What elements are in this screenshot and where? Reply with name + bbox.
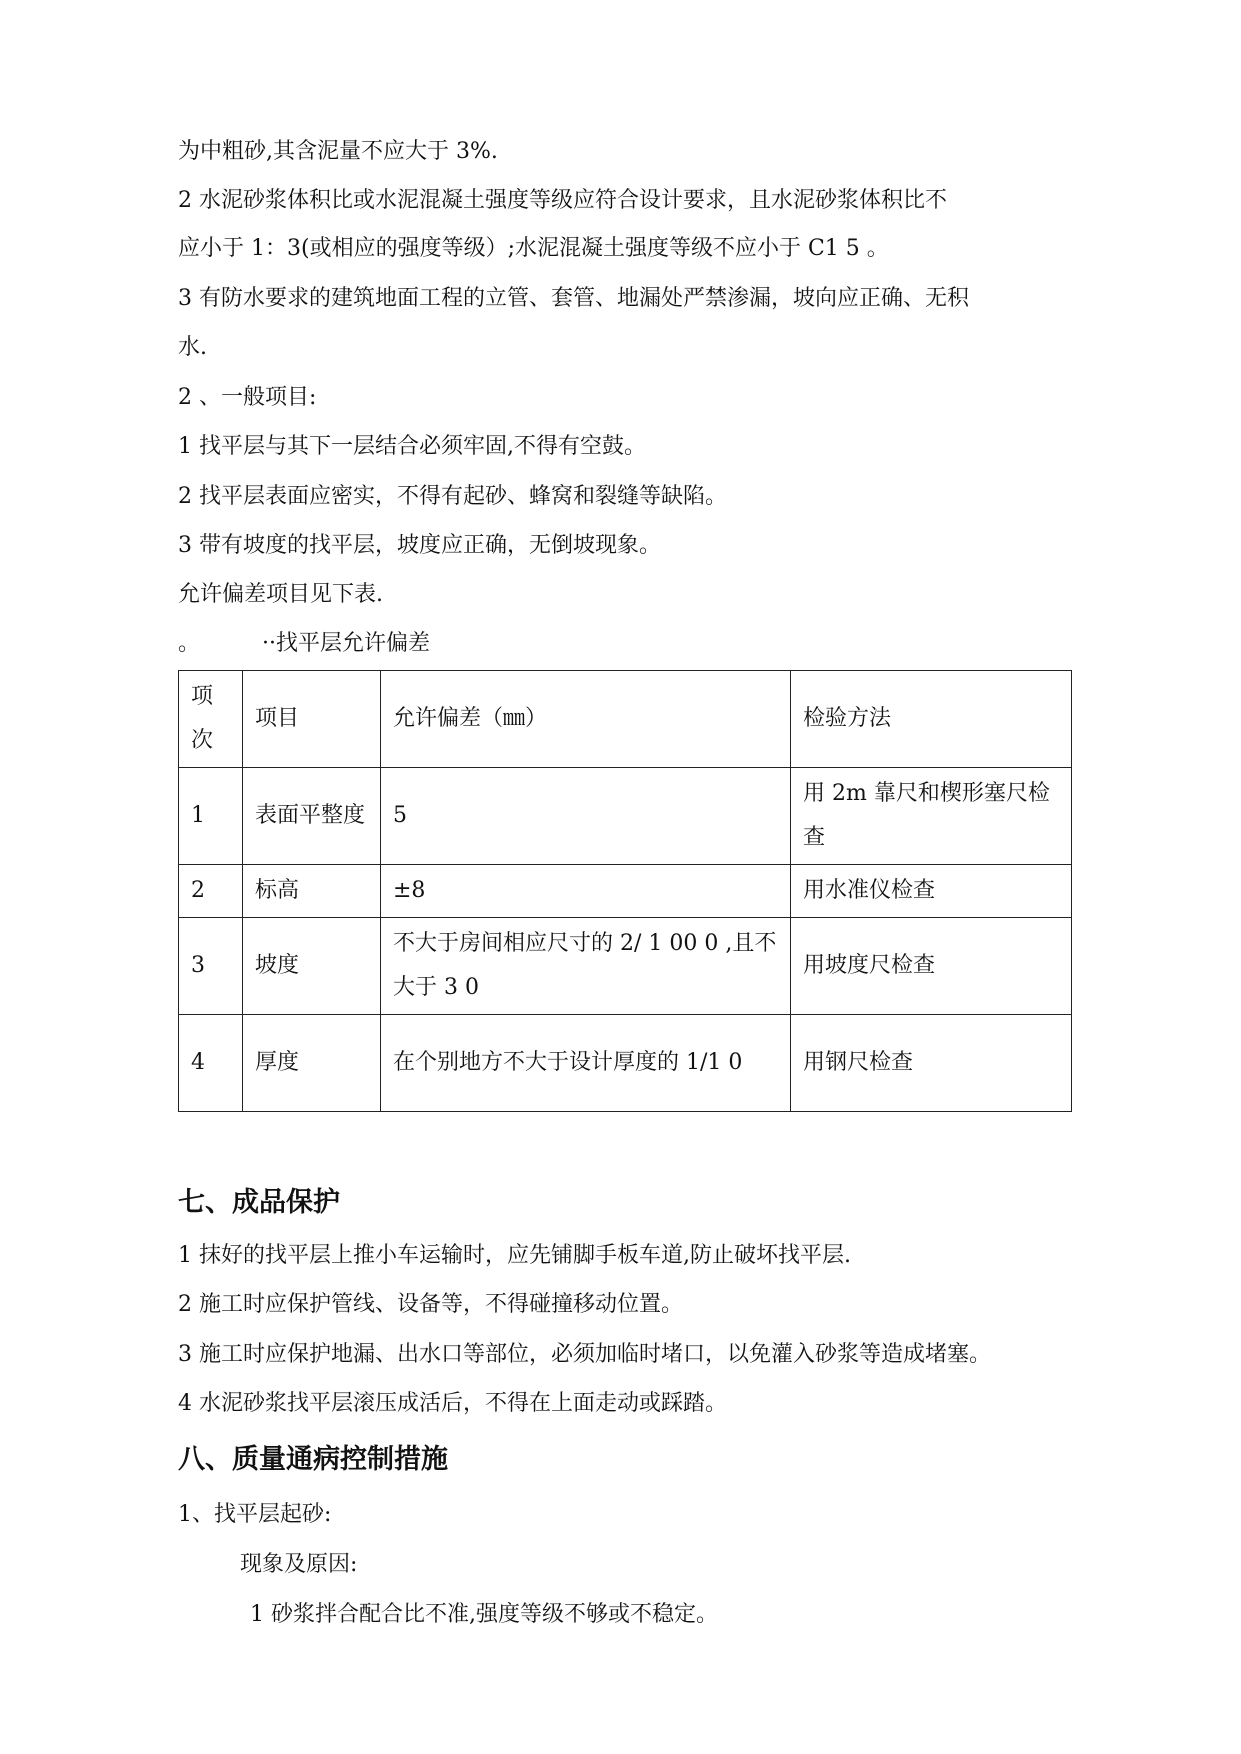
table-cell: 在个别地方不大于设计厚度的 1/1 0 — [381, 1015, 791, 1112]
body-line: 2 找平层表面应密实，不得有起砂、蜂窝和裂缝等缺陷。 — [178, 484, 727, 509]
table-row — [179, 918, 1072, 1015]
section-title: 七、成品保护 — [178, 1187, 340, 1218]
table-cell: 2 — [179, 865, 243, 918]
header-cell: 项目 — [243, 671, 381, 768]
body-line: 水. — [178, 335, 207, 360]
table-cell: 厚度 — [243, 1015, 381, 1112]
table-cell: ±8 — [381, 865, 791, 918]
body-line: 1 找平层与其下一层结合必须牢固,不得有空鼓。 — [178, 434, 646, 459]
header-cell: 项次 — [179, 671, 243, 768]
table-cell: 4 — [179, 1015, 243, 1112]
header-cell: 检验方法 — [791, 671, 1072, 768]
table-cell: 表面平整度 — [243, 768, 381, 865]
table-cell: 3 — [179, 918, 243, 1015]
section-title: 八、质量通病控制措施 — [178, 1444, 448, 1475]
table-cell: 5 — [381, 768, 791, 865]
body-line: 4 水泥砂浆找平层滚压成活后，不得在上面走动或踩踏。 — [178, 1391, 727, 1416]
table-cell: 用水准仪检查 — [791, 865, 1072, 918]
table-row — [179, 865, 1072, 918]
table-cell: 标高 — [243, 865, 381, 918]
table-cell: 不大于房间相应尺寸的 2/ 1 00 0 ,且不大于 3 0 — [381, 918, 791, 1015]
body-line: 1、找平层起砂: — [178, 1502, 332, 1527]
table-cell: 坡度 — [243, 918, 381, 1015]
body-line: 2 水泥砂浆体积比或水泥混凝土强度等级应符合设计要求，且水泥砂浆体积比不 — [178, 188, 947, 213]
body-line: 2 、一般项目: — [178, 385, 317, 410]
table-row — [179, 768, 1072, 865]
table-cell: 用钢尺检查 — [791, 1015, 1072, 1112]
body-line: 1 砂浆拌合配合比不准,强度等级不够或不稳定。 — [250, 1602, 718, 1627]
body-line: 3 有防水要求的建筑地面工程的立管、套管、地漏处严禁渗漏，坡向应正确、无积 — [178, 286, 969, 311]
body-line: 允许偏差项目见下表. — [178, 582, 383, 607]
body-line: 3 带有坡度的找平层，坡度应正确，无倒坡现象。 — [178, 533, 661, 558]
header-cell: 允许偏差（㎜） — [381, 671, 791, 768]
table-cell: 1 — [179, 768, 243, 865]
body-line: 2 施工时应保护管线、设备等，不得碰撞移动位置。 — [178, 1292, 683, 1317]
body-line: 为中粗砂,其含泥量不应大于 3%. — [178, 139, 498, 164]
body-line: 现象及原因: — [240, 1552, 358, 1577]
table-header-row — [179, 671, 1072, 768]
table-cell: 用 2m 靠尺和楔形塞尺检查 — [791, 768, 1072, 865]
caption-text: ··找平层允许偏差 — [262, 631, 430, 656]
body-line: 1 抹好的找平层上推小车运输时，应先铺脚手板车道,防止破坏找平层. — [178, 1243, 851, 1268]
tolerance-table — [178, 670, 1072, 1112]
body-line: 应小于 1：3(或相应的强度等级）;水泥混凝土强度等级不应小于 C1 5 。 — [178, 236, 889, 261]
body-line: 3 施工时应保护地漏、出水口等部位，必须加临时堵口，以免灌入砂浆等造成堵塞。 — [178, 1342, 991, 1367]
caption-mark: 。 — [178, 631, 201, 656]
table-cell: 用坡度尺检查 — [791, 918, 1072, 1015]
table-row — [179, 1015, 1072, 1112]
table-caption — [178, 629, 430, 659]
